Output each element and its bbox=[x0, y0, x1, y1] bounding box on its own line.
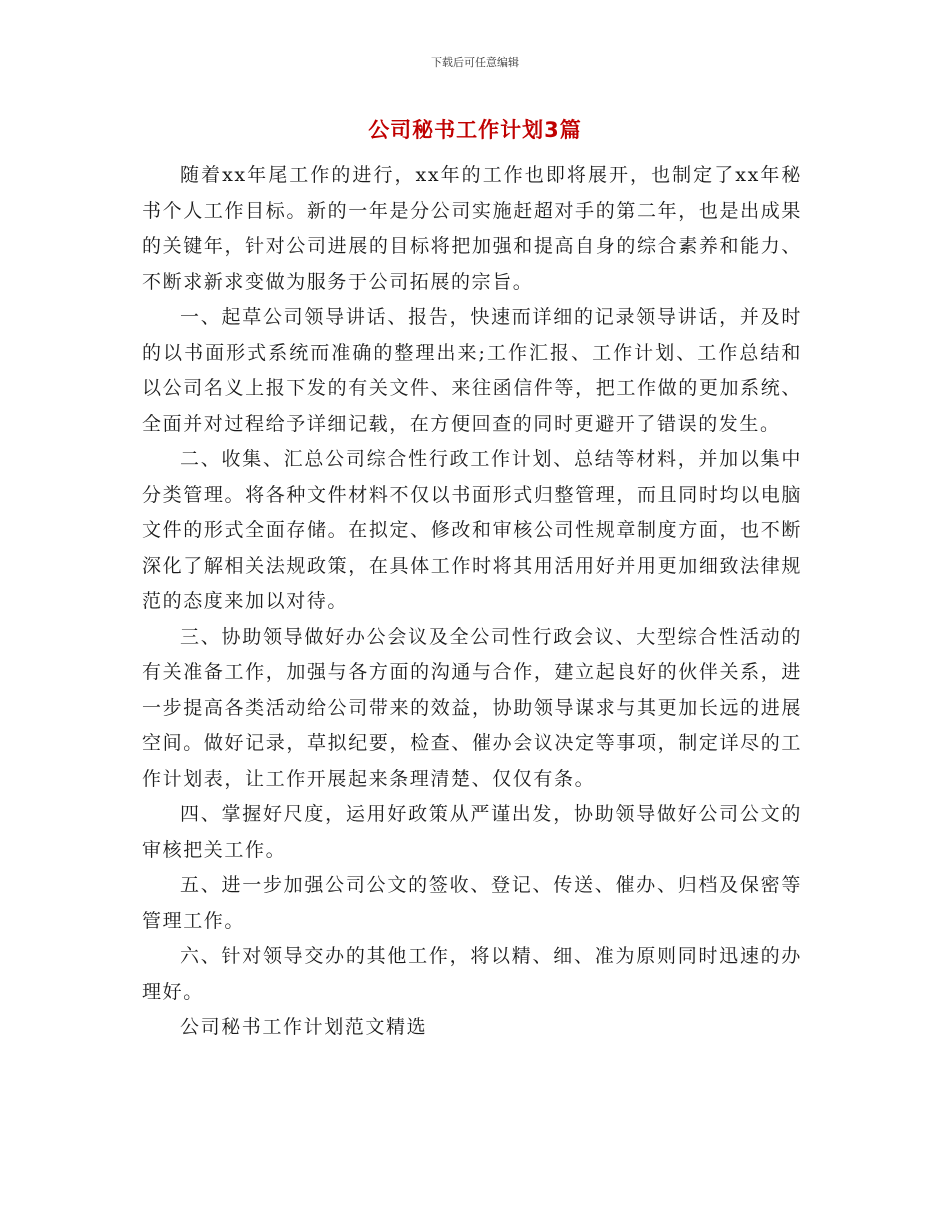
paragraph-item-2: 二、收集、汇总公司综合性行政工作计划、总结等材料，并加以集中分类管理。将各种文件材料不仅以书面形式归整管理，而且同时均以电脑文件的形式全面存储。在拟定、修改和审核公司性规章制度方面，也不断深化了解相关法规政策，在具体工作时将其用活用好并用更加细致法律规范的态度来加以对待。 bbox=[142, 448, 802, 612]
paragraph-item-3: 三、协助领导做好办公会议及全公司性行政会议、大型综合性活动的有关准备工作，加强与各方面的沟通与合作，建立起良好的伙伴关系，进一步提高各类活动给公司带来的效益，协助领导谋求与其更加长远的进展空间。做好记录，草拟纪要，检查、催办会议决定等事项，制定详尽的工作计划表，让工作开展起来条理清楚、仅仅有条。 bbox=[142, 625, 802, 790]
document-body bbox=[142, 158, 802, 1046]
paragraph-item-6: 六、针对领导交办的其他工作，将以精、细、准为原则同时迅速的办理好。 bbox=[142, 945, 802, 1003]
paragraph-intro: 随着xx年尾工作的进行，xx年的工作也即将展开，也制定了xx年秘书个人工作目标。新的一年是分公司实施赶超对手的第二年，也是出成果的关键年，针对公司进展的目标将把加强和提高自身的综合素养和能力、不断求新求变做为服务于公司拓展的宗旨。 bbox=[142, 164, 802, 293]
document-title: 公司秘书工作计划3篇 bbox=[368, 118, 582, 142]
paragraph-item-5: 五、进一步加强公司公文的签收、登记、传送、催办、归档及保密等管理工作。 bbox=[142, 874, 802, 932]
paragraph-item-1: 一、起草公司领导讲话、报告，快速而详细的记录领导讲话，并及时的以书面形式系统而准确的整理出来;工作汇报、工作计划、工作总结和以公司名义上报下发的有关文件、来往函信件等，把工作做的更加系统、全面并对过程给予详细记载，在方便回查的同时更避开了错误的发生。 bbox=[142, 306, 802, 435]
section-subheading: 公司秘书工作计划范文精选 bbox=[180, 1016, 428, 1038]
page-header-note: 下载后可任意编辑 bbox=[431, 56, 519, 69]
paragraph-item-4: 四、掌握好尺度，运用好政策从严谨出发，协助领导做好公司公文的审核把关工作。 bbox=[142, 803, 802, 861]
